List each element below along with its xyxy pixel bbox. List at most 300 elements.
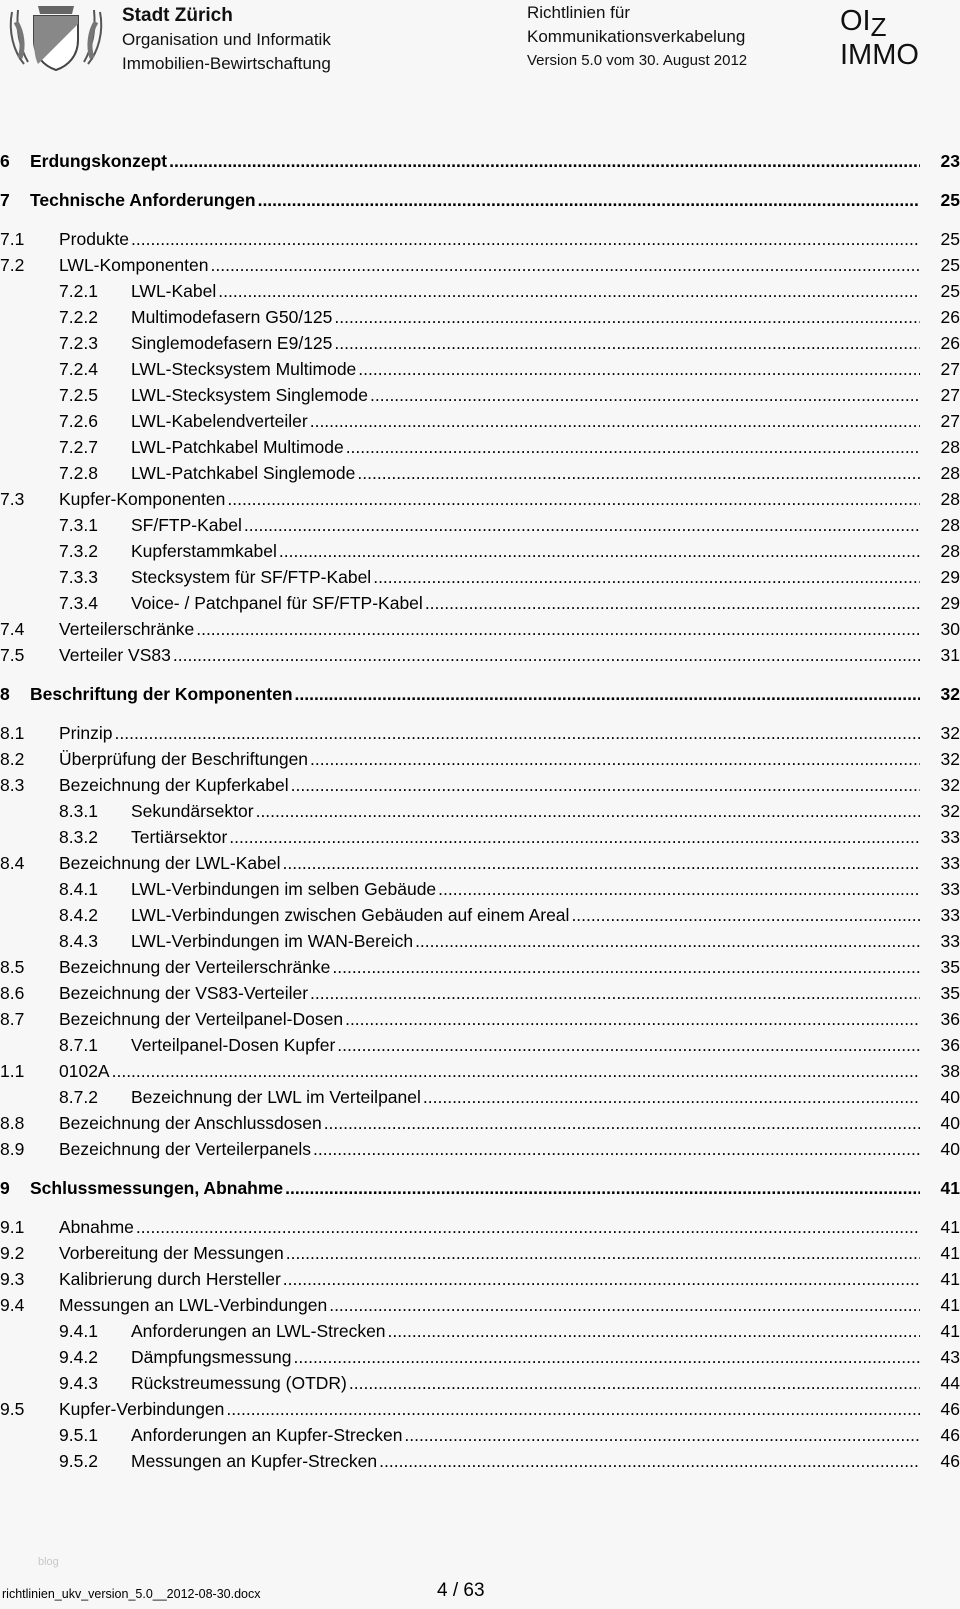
toc-dot-leader [131,226,920,252]
toc-leader [131,902,920,928]
toc-entry[interactable] [0,616,960,642]
toc-page-number: 36 [940,1035,960,1055]
toc-leader [59,772,920,798]
doc-title-line2: Kommunikationsverkabelung [527,27,746,46]
toc-number: 8.4.2 [59,905,98,925]
toc-page-number: 27 [940,411,960,431]
toc-number: 9.4.3 [59,1373,98,1393]
toc-entry[interactable] [0,746,960,772]
toc-page-number: 23 [940,151,960,171]
toc-leader [59,1136,920,1162]
toc-number: 9.3 [0,1269,25,1289]
toc-title: Erdungskonzept [30,151,168,171]
toc-dot-leader [438,876,920,902]
toc-title: Überprüfung der Beschriftungen [59,749,309,769]
toc-title: SF/FTP-Kabel [131,515,242,535]
org-department: Organisation und Informatik [122,30,331,49]
zurich-coat-of-arms-icon [4,2,108,74]
toc-number: 8.7.2 [59,1087,98,1107]
toc-dot-leader [324,1110,920,1136]
toc-number: 9.1 [0,1217,25,1237]
toc-leader [131,1370,920,1396]
toc-number: 8.5 [0,957,25,977]
footer-filename: richtlinien_ukv_version_5.0__2012-08-30.docx [2,1587,261,1601]
toc-title: LWL-Stecksystem Multimode [131,359,357,379]
toc-number: 8.4 [0,853,25,873]
toc-leader [131,1422,920,1448]
toc-number: 7.2 [0,255,25,275]
toc-leader [131,434,920,460]
toc-number: 7.2.7 [59,437,98,457]
toc-dot-leader [256,798,920,824]
toc-number: 7.3.1 [59,515,98,535]
toc-leader [30,187,920,213]
toc-entry[interactable] [0,1396,960,1422]
toc-number: 7.2.1 [59,281,98,301]
toc-page-number: 41 [940,1243,960,1263]
toc-title: Rückstreumessung (OTDR) [131,1373,347,1393]
toc-number: 8.9 [0,1139,25,1159]
toc-dot-leader [211,252,921,278]
toc-entry[interactable] [0,824,960,850]
org-unit: Immobilien-Bewirtschaftung [122,54,331,73]
toc-number: 8.6 [0,983,25,1003]
toc-number: 7.2.3 [59,333,98,353]
toc-leader [131,356,920,382]
toc-dot-leader [425,590,920,616]
toc-dot-leader [283,1266,920,1292]
toc-entry[interactable] [0,1344,960,1370]
toc-title: Messungen an LWL-Verbindungen [59,1295,328,1315]
toc-title: Bezeichnung der LWL-Kabel [59,853,281,873]
toc-title: Vorbereitung der Messungen [59,1243,284,1263]
toc-dot-leader [388,1318,920,1344]
toc-page-number: 32 [940,801,960,821]
toc-page-number: 32 [940,684,960,704]
toc-entry[interactable] [0,330,960,356]
toc-page-number: 28 [940,541,960,561]
toc-number: 8.1 [0,723,25,743]
toc-title: Bezeichnung der Anschlussdosen [59,1113,322,1133]
toc-leader [59,1266,920,1292]
toc-entry[interactable] [0,187,960,213]
toc-title: LWL-Komponenten [59,255,209,275]
toc-entry[interactable] [0,1084,960,1110]
toc-page-number: 25 [940,255,960,275]
toc-dot-leader [379,1448,920,1474]
toc-leader [131,460,920,486]
toc-entry[interactable] [0,252,960,278]
toc-title: Produkte [59,229,130,249]
toc-title: Verteilpanel-Dosen Kupfer [131,1035,336,1055]
toc-number: 6 [0,151,10,171]
toc-number: 7.3.4 [59,593,98,613]
toc-number: 7.2.8 [59,463,98,483]
toc-title: Verteiler VS83 [59,645,171,665]
toc-title: Sekundärsektor [131,801,254,821]
toc-leader [59,1110,920,1136]
toc-dot-leader [310,408,920,434]
toc-number: 9.5 [0,1399,25,1419]
toc-title: LWL-Verbindungen zwischen Gebäuden auf einem Areal [131,905,570,925]
toc-title: Kupferstammkabel [131,541,277,561]
toc-dot-leader [279,538,920,564]
watermark-text: blog [38,1556,59,1568]
toc-dot-leader [258,187,920,213]
toc-page-number: 26 [940,307,960,327]
logo-immo: IMMO [840,39,919,71]
toc-page-number: 28 [940,463,960,483]
toc-leader [131,1084,920,1110]
toc-page-number: 28 [940,515,960,535]
toc-entry[interactable] [0,538,960,564]
toc-number: 9.2 [0,1243,25,1263]
toc-entry[interactable] [0,1136,960,1162]
toc-title: Technische Anforderungen [30,190,256,210]
toc-entry[interactable] [0,1266,960,1292]
toc-dot-leader [115,720,921,746]
toc-number: 9.5.2 [59,1451,98,1471]
toc-entry[interactable] [0,512,960,538]
toc-leader [131,330,920,356]
toc-leader [131,564,920,590]
toc-dot-leader [332,954,920,980]
toc-leader [59,954,920,980]
toc-number: 8.8 [0,1113,25,1133]
toc-number: 7.3.3 [59,567,98,587]
toc-dot-leader [310,980,920,1006]
toc-number: 7.2.5 [59,385,98,405]
toc-title: Kalibrierung durch Hersteller [59,1269,281,1289]
toc-entry[interactable] [0,1240,960,1266]
toc-leader [131,408,920,434]
toc-title: LWL-Patchkabel Multimode [131,437,344,457]
toc-page-number: 41 [940,1295,960,1315]
toc-entry[interactable] [0,1032,960,1058]
toc-dot-leader [329,1292,920,1318]
toc-page-number: 46 [940,1451,960,1471]
toc-dot-leader [334,304,920,330]
toc-entry[interactable] [0,1422,960,1448]
toc-entry[interactable] [0,304,960,330]
toc-page-number: 27 [940,385,960,405]
toc-title: Beschriftung der Komponenten [30,684,293,704]
toc-number: 9 [0,1178,10,1198]
toc-page-number: 29 [940,567,960,587]
toc-number: 8.3.1 [59,801,98,821]
toc-leader [30,1175,920,1201]
toc-entry[interactable] [0,1448,960,1474]
oiz-immo-logo [840,4,919,72]
toc-dot-leader [169,148,920,174]
toc-leader [59,616,920,642]
toc-entry[interactable] [0,681,960,707]
toc-page-number: 44 [940,1373,960,1393]
toc-leader [59,252,920,278]
toc-entry[interactable] [0,772,960,798]
toc-entry[interactable] [0,1292,960,1318]
toc-page-number: 41 [940,1269,960,1289]
toc-page-number: 33 [940,827,960,847]
toc-dot-leader [226,1396,920,1422]
page-number: 4 / 63 [437,1580,485,1601]
toc-dot-leader [291,772,920,798]
toc-title: Voice- / Patchpanel für SF/FTP-Kabel [131,593,423,613]
toc-leader [59,1058,920,1084]
toc-title: LWL-Patchkabel Singlemode [131,463,356,483]
toc-dot-leader [346,434,920,460]
toc-number: 8.4.3 [59,931,98,951]
toc-number: 9.4 [0,1295,25,1315]
toc-page-number: 28 [940,437,960,457]
toc-leader [131,1344,920,1370]
toc-title: Singlemodefasern E9/125 [131,333,333,353]
toc-title: Stecksystem für SF/FTP-Kabel [131,567,372,587]
toc-entry[interactable] [0,1318,960,1344]
toc-entry[interactable] [0,1058,960,1084]
toc-page-number: 25 [940,281,960,301]
toc-page-number: 35 [940,983,960,1003]
toc-entry[interactable] [0,486,960,512]
toc-dot-leader [227,486,920,512]
toc-leader [131,278,920,304]
toc-dot-leader [313,1136,920,1162]
toc-title: LWL-Stecksystem Singlemode [131,385,368,405]
toc-title: Anforderungen an LWL-Strecken [131,1321,386,1341]
toc-page-number: 32 [940,723,960,743]
toc-page-number: 38 [940,1061,960,1081]
toc-dot-leader [286,1240,920,1266]
toc-leader [131,1032,920,1058]
toc-leader [131,824,920,850]
toc-dot-leader [334,330,920,356]
toc-number: 8.4.1 [59,879,98,899]
toc-entry[interactable] [0,850,960,876]
toc-number: 7.1 [0,229,25,249]
toc-leader [59,1214,920,1240]
toc-leader [59,642,920,668]
toc-number: 8 [0,684,10,704]
toc-number: 7.3.2 [59,541,98,561]
toc-title: Dämpfungsmessung [131,1347,292,1367]
toc-leader [131,304,920,330]
toc-entry[interactable] [0,1214,960,1240]
toc-page-number: 32 [940,749,960,769]
toc-dot-leader [358,356,920,382]
toc-entry[interactable] [0,148,960,174]
toc-title: Bezeichnung der Kupferkabel [59,775,289,795]
toc-page-number: 46 [940,1425,960,1445]
toc-dot-leader [244,512,920,538]
toc-title: Schlussmessungen, Abnahme [30,1178,284,1198]
toc-number: 7.4 [0,619,25,639]
toc-entry[interactable] [0,1370,960,1396]
toc-entry[interactable] [0,1110,960,1136]
toc-title: Tertiärsektor [131,827,228,847]
toc-dot-leader [173,642,920,668]
toc-title: Abnahme [59,1217,134,1237]
toc-page-number: 25 [940,229,960,249]
toc-leader [131,876,920,902]
toc-leader [59,980,920,1006]
toc-title: 0102A [59,1061,110,1081]
toc-page-number: 41 [940,1217,960,1237]
toc-title: Bezeichnung der LWL im Verteilpanel [131,1087,421,1107]
toc-page-number: 31 [940,645,960,665]
toc-entry[interactable] [0,902,960,928]
toc-entry[interactable] [0,460,960,486]
toc-page-number: 32 [940,775,960,795]
toc-number: 9.5.1 [59,1425,98,1445]
toc-page-number: 27 [940,359,960,379]
toc-dot-leader [295,681,920,707]
document-title-block [527,1,747,73]
toc-number: 8.7.1 [59,1035,98,1055]
toc-dot-leader [337,1032,920,1058]
toc-page-number: 33 [940,853,960,873]
toc-dot-leader [136,1214,920,1240]
toc-leader [131,1318,920,1344]
toc-title: LWL-Kabel [131,281,217,301]
toc-dot-leader [415,928,920,954]
toc-title: LWL-Verbindungen im selben Gebäude [131,879,437,899]
toc-title: Kupfer-Komponenten [59,489,226,509]
toc-entry[interactable] [0,382,960,408]
toc-number: 8.3 [0,775,25,795]
toc-leader [131,512,920,538]
toc-dot-leader [229,824,920,850]
toc-entry[interactable] [0,1175,960,1201]
toc-title: LWL-Kabelendverteiler [131,411,308,431]
logo-oi: OI [840,5,871,37]
toc-page-number: 41 [940,1178,960,1198]
toc-entry[interactable] [0,564,960,590]
toc-page-number: 40 [940,1087,960,1107]
toc-entry[interactable] [0,928,960,954]
toc-leader [131,590,920,616]
toc-page-number: 33 [940,879,960,899]
toc-entry[interactable] [0,434,960,460]
toc-dot-leader [423,1084,920,1110]
toc-leader [30,148,920,174]
toc-title: Prinzip [59,723,113,743]
toc-leader [131,382,920,408]
toc-page-number: 36 [940,1009,960,1029]
toc-page-number: 26 [940,333,960,353]
toc-title: Bezeichnung der Verteilerpanels [59,1139,311,1159]
toc-entry[interactable] [0,356,960,382]
toc-dot-leader [196,616,920,642]
toc-number: 8.7 [0,1009,25,1029]
toc-title: Multimodefasern G50/125 [131,307,333,327]
toc-leader [59,486,920,512]
toc-dot-leader [357,460,920,486]
toc-leader [59,1006,920,1032]
toc-dot-leader [112,1058,920,1084]
toc-dot-leader [571,902,920,928]
toc-entry[interactable] [0,720,960,746]
toc-page-number: 46 [940,1399,960,1419]
toc-page-number: 33 [940,931,960,951]
toc-dot-leader [282,850,920,876]
toc-number: 9.4.2 [59,1347,98,1367]
toc-page-number: 28 [940,489,960,509]
org-city: Stadt Zürich [122,5,233,26]
doc-title-line1: Richtlinien für [527,3,630,22]
logo-z: Z [870,12,887,42]
organisation-block [122,4,331,76]
toc-dot-leader [218,278,920,304]
toc-entry[interactable] [0,590,960,616]
toc-title: Bezeichnung der Verteilerschränke [59,957,331,977]
toc-title: Verteilerschränke [59,619,195,639]
toc-dot-leader [349,1370,920,1396]
toc-leader [59,1396,920,1422]
toc-dot-leader [370,382,920,408]
toc-leader [131,1448,920,1474]
toc-leader [59,720,920,746]
toc-entry[interactable] [0,408,960,434]
toc-page-number: 35 [940,957,960,977]
toc-leader [131,798,920,824]
toc-entry[interactable] [0,954,960,980]
toc-entry[interactable] [0,642,960,668]
toc-title: Anforderungen an Kupfer-Strecken [131,1425,403,1445]
toc-entry[interactable] [0,1006,960,1032]
toc-dot-leader [294,1344,921,1370]
toc-number: 8.2 [0,749,25,769]
toc-leader [59,1292,920,1318]
toc-dot-leader [310,746,920,772]
toc-entry[interactable] [0,980,960,1006]
toc-leader [59,746,920,772]
toc-number: 7.5 [0,645,25,665]
toc-number: 1.1 [0,1061,25,1081]
toc-page-number: 25 [940,190,960,210]
toc-page-number: 40 [940,1113,960,1133]
toc-page-number: 41 [940,1321,960,1341]
toc-number: 7.2.4 [59,359,98,379]
toc-page-number: 40 [940,1139,960,1159]
toc-number: 8.3.2 [59,827,98,847]
toc-entry[interactable] [0,876,960,902]
toc-leader [59,226,920,252]
toc-page-number: 33 [940,905,960,925]
page-header [0,0,960,80]
doc-version: Version 5.0 vom 30. August 2012 [527,52,748,69]
toc-page-number: 29 [940,593,960,613]
toc-title: Bezeichnung der VS83-Verteiler [59,983,309,1003]
toc-dot-leader [285,1175,920,1201]
toc-leader [59,850,920,876]
toc-title: Bezeichnung der Verteilpanel-Dosen [59,1009,344,1029]
toc-leader [30,681,920,707]
toc-entry[interactable] [0,278,960,304]
toc-title: LWL-Verbindungen im WAN-Bereich [131,931,414,951]
toc-dot-leader [373,564,920,590]
toc-number: 7.2.2 [59,307,98,327]
toc-page-number: 43 [940,1347,960,1367]
toc-dot-leader [404,1422,920,1448]
toc-page-number: 30 [940,619,960,639]
toc-entry[interactable] [0,798,960,824]
toc-dot-leader [345,1006,920,1032]
toc-number: 7.2.6 [59,411,98,431]
toc-number: 7.3 [0,489,25,509]
toc-leader [131,538,920,564]
toc-title: Kupfer-Verbindungen [59,1399,225,1419]
toc-entry[interactable] [0,226,960,252]
